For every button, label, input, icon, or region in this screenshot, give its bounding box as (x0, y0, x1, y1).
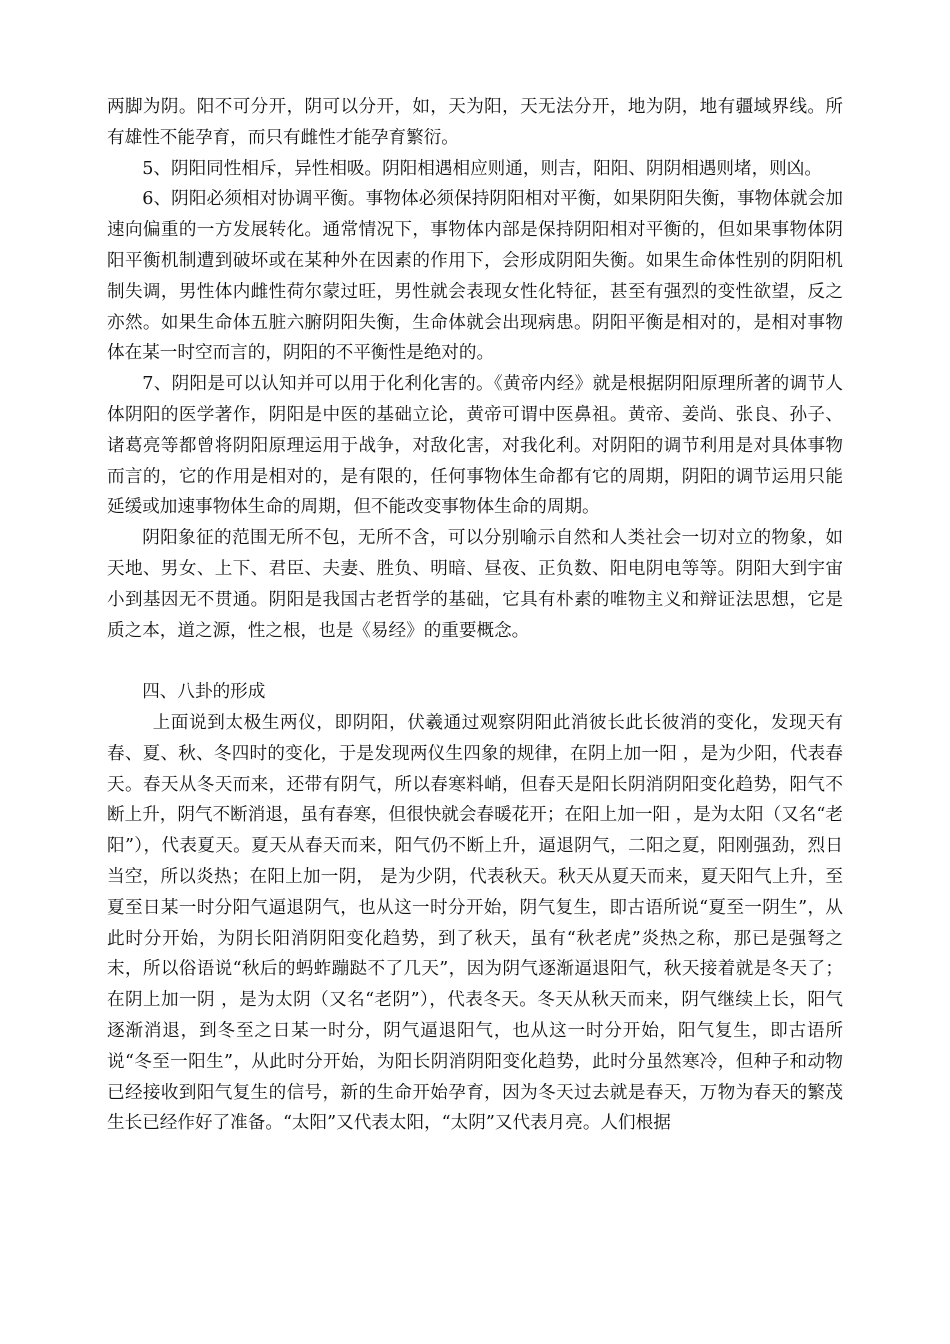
paragraph-continuation: 两脚为阴。阳不可分开，阴可以分开，如，天为阳，天无法分开，地为阴，地有疆域界线。所有雄性不能孕育，而只有雌性才能孕育繁衍。 (107, 97, 843, 148)
paragraph-point-6: 6、阴阳必须相对协调平衡。事物体必须保持阴阳相对平衡，如果阴阳失衡，事物体就会加速向偏重的一方发展转化。通常情况下，事物体内部是保持阴阳相对平衡的，但如果事物体阴阳平衡机制遭到破坏或在某种外在因素的作用下，会形成阴阳失衡。如果生命体性别的阴阳机制失调，男性体内雌性荷尔蒙过旺，男性就会表现女性化特征，甚至有强烈的变性欲望，反之亦然。如果生命体五脏六腑阴阳失衡，生命体就会出现病患。阴阳平衡是相对的，是相对事物体在某一时空而言的，阴阳的不平衡性是绝对的。 (107, 189, 843, 364)
document-page (107, 92, 843, 1139)
paragraph-point-5: 5、阴阳同性相斥，异性相吸。阴阳相遇相应则通，则吉，阳阳、阴阴相遇则堵，则凶。 (142, 158, 822, 179)
paragraph-summary: 阴阳象征的范围无所不包，无所不含，可以分别喻示自然和人类社会一切对立的物象，如天地、男女、上下、君臣、夫妻、胜负、明暗、昼夜、正负数、阳电阴电等等。阴阳大到宇宙小到基因无不贯通。阴阳是我国古老哲学的基础，它具有朴素的唯物主义和辩证法思想，它是质之本，道之源，性之根，也是《易经》的重要概念。 (107, 528, 843, 641)
section-body: 上面说到太极生两仪，即阴阳，伏羲通过观察阴阳此消彼长此长彼消的变化，发现天有春、夏、秋、冬四时的变化，于是发现两仪生四象的规律，在阴上加一阳 ，是为少阳，代表春天。春天从冬天而来，还带有阴气，所以春寒料峭，但春天是阳长阴消阴阳变化趋势，阳气不断上升，阴气不断消退，虽有春寒，但很快就会春暖花开；在阳上加一阳 ，是为太阳（又名“老阳”），代表夏天。夏天从春天而来，阳气仍不断上升，逼退阴气，二阳之夏，阳刚强劲，烈日当空，所以炎热；在阳上加一阴， 是为少阴，代表秋天。秋天从夏天而来，夏天阳气上升，至夏至日某一时分阳气逼退阴气，也从这一时分开始，阴气复生，即古语所说“夏至一阴生”，从此时分开始，为阴长阳消阴阳变化趋势，到了秋天，虽有“秋老虎”炎热之称，那已是强弩之末，所以俗语说“秋后的蚂蚱蹦跶不了几天”，因为阴气逐渐逼退阳气，秋天接着就是冬天了；在阴上加一阴 ，是为太阴（又名“老阴”），代表冬天。冬天从秋天而来，阴气继续上长，阳气逐渐消退，到冬至之日某一时分，阴气逼退阳气，也从这一时分开始，阳气复生，即古语所说“冬至一阳生”，从此时分开始，为阳长阴消阴阳变化趋势，此时分虽然寒冷，但种子和动物已经接收到阳气复生的信号，新的生命开始孕育，因为冬天过去就是春天，万物为春天的繁茂生长已经作好了准备。“太阳”又代表太阳，“太阴”又代表月亮。人们根据 (107, 712, 843, 1134)
paragraph-point-7: 7、阴阳是可以认知并可以用于化利化害的。《黄帝内经》就是根据阴阳原理所著的调节人体阴阳的医学著作，阴阳是中医的基础立论，黄帝可谓中医鼻祖。黄帝、姜尚、张良、孙子、诸葛亮等都曾将阴阳原理运用于战争，对敌化害，对我化利。对阴阳的调节利用是对具体事物而言的，它的作用是相对的，是有限的，任何事物体生命都有它的周期，阴阳的调节运用只能延缓或加速事物体生命的周期，但不能改变事物体生命的周期。 (107, 374, 843, 518)
section-heading: 四、八卦的形成 (142, 682, 266, 703)
